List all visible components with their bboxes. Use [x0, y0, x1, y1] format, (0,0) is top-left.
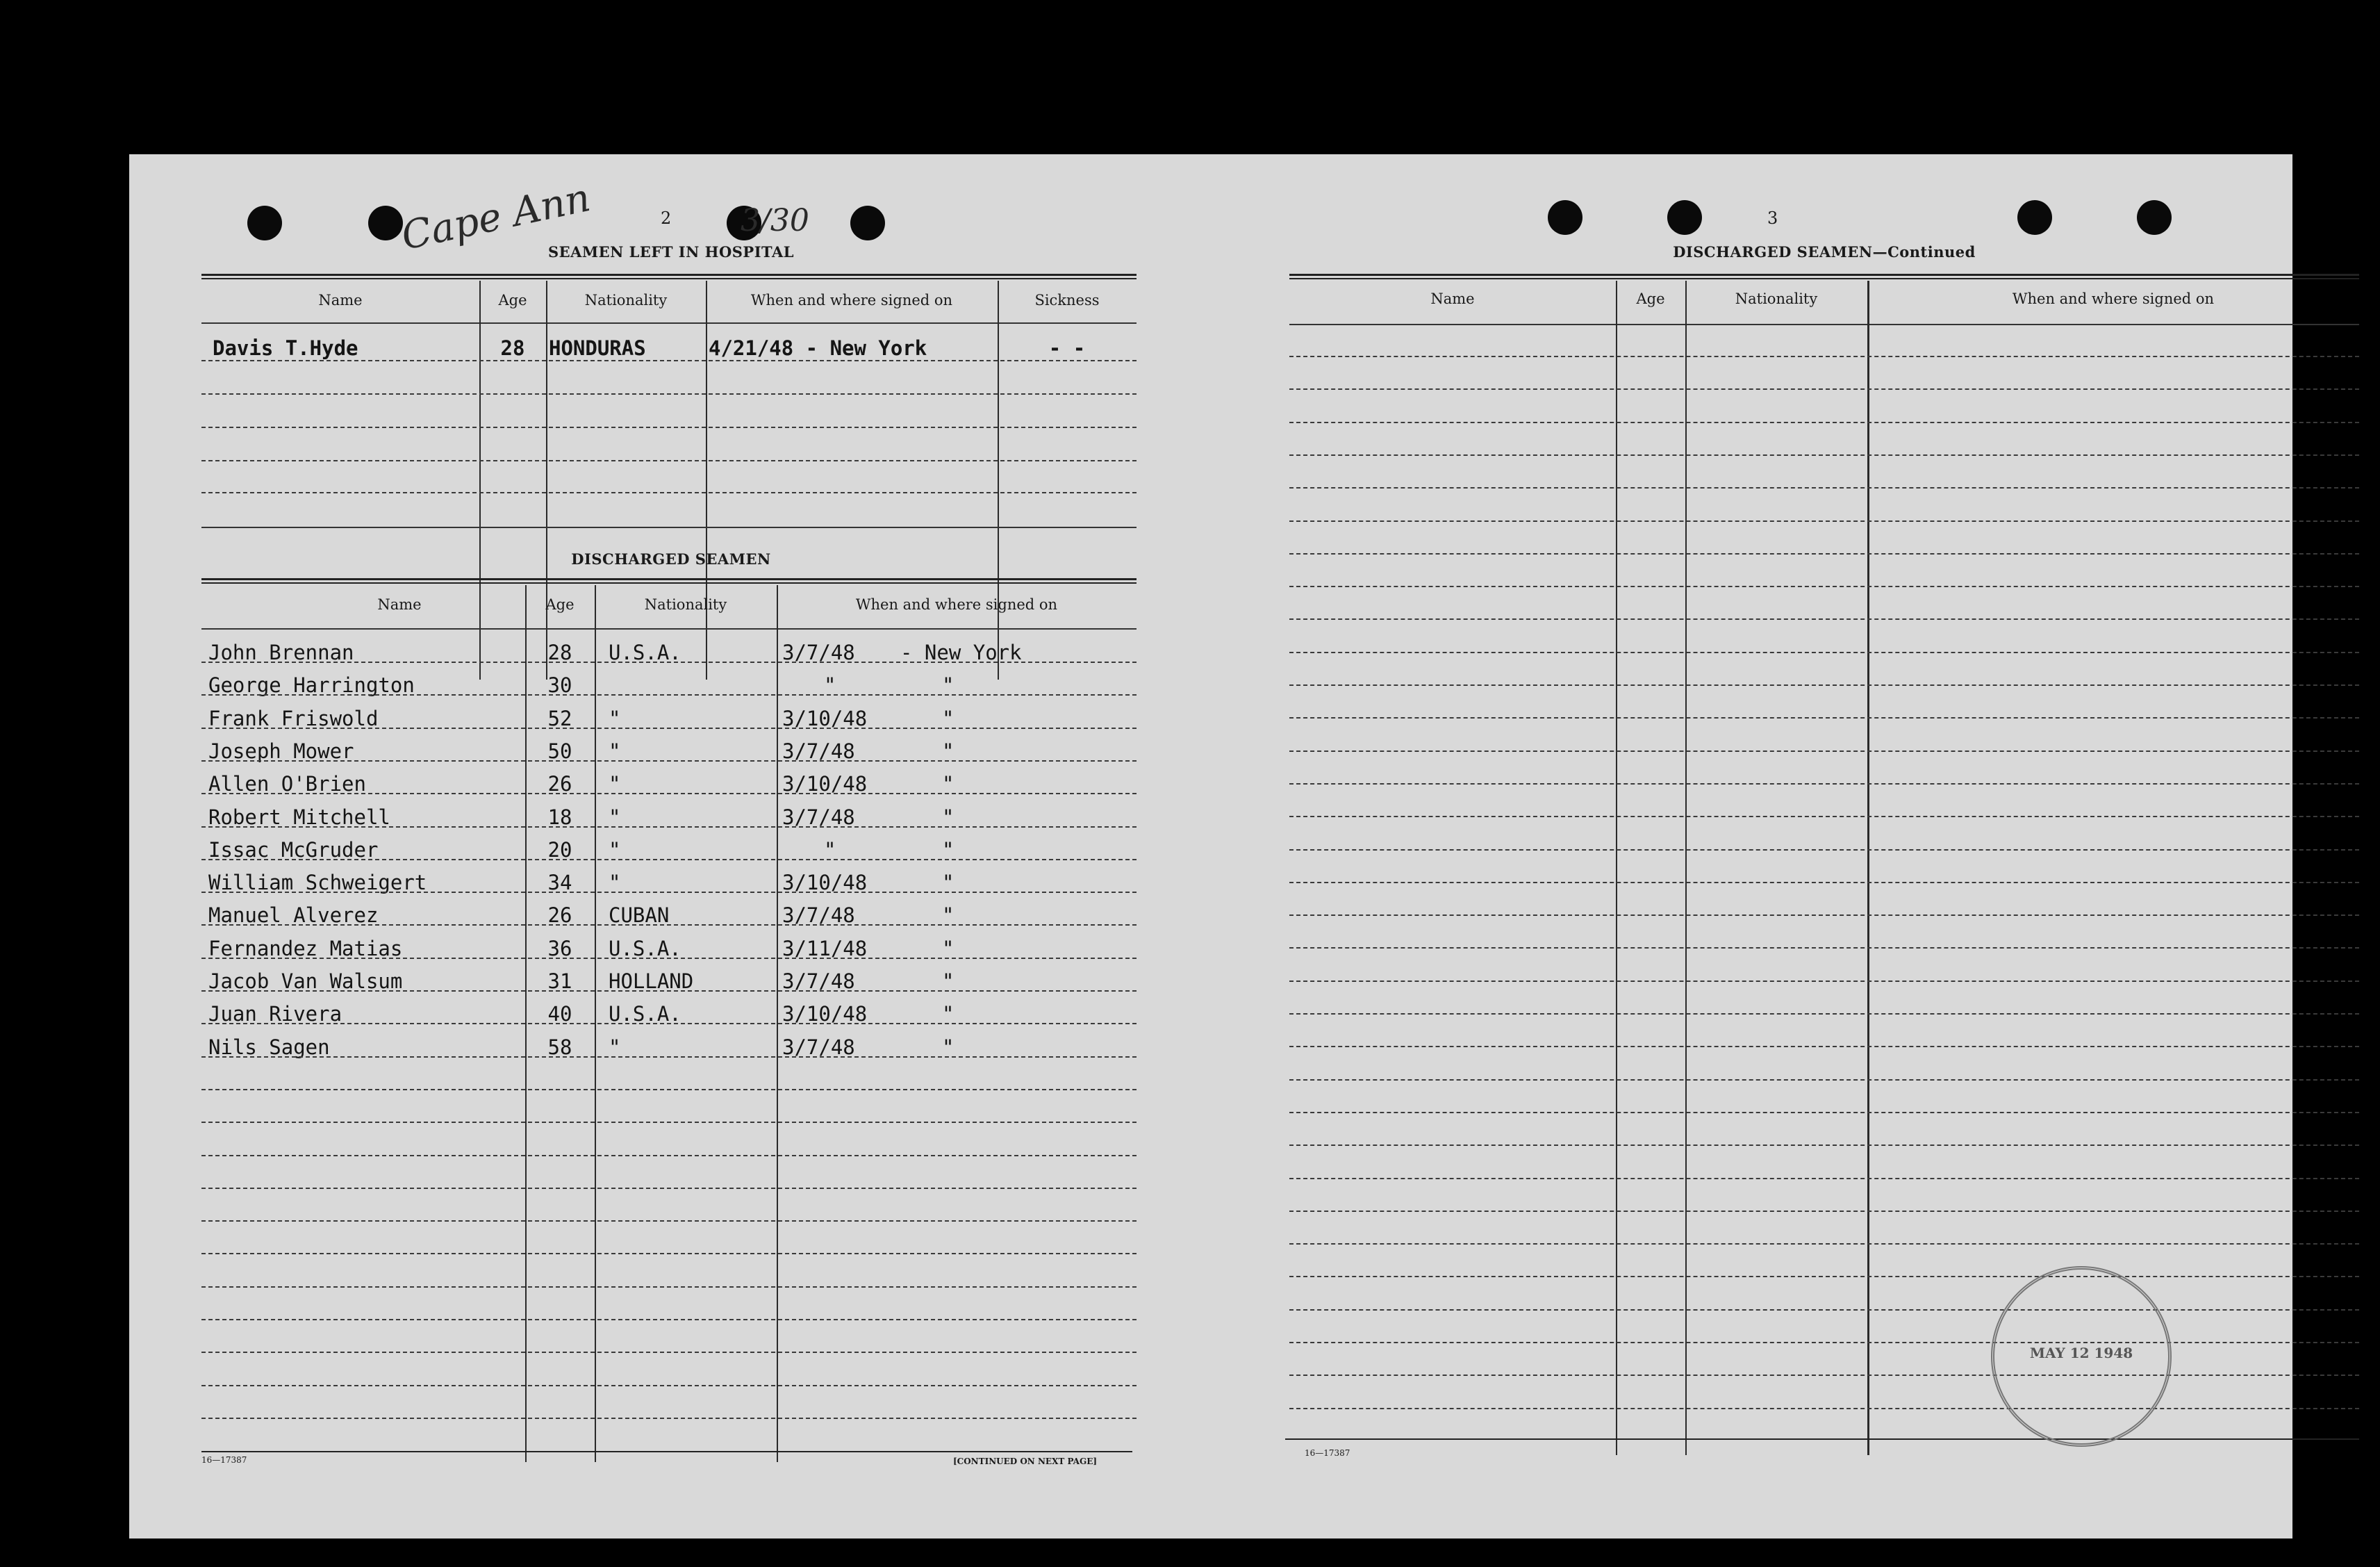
document-sheet: [129, 154, 2292, 1539]
signed-on-date: 3/7/48: [782, 805, 855, 829]
handwritten-number: 3/30: [741, 203, 809, 238]
seaman-nationality: U.S.A.: [609, 641, 681, 664]
seaman-age: 28: [547, 641, 572, 664]
seaman-nationality: CUBAN: [609, 903, 670, 927]
seaman-name: Jacob Van Walsum: [208, 969, 403, 993]
seaman-name: Issac McGruder: [208, 838, 379, 862]
signed-on-place: ": [942, 772, 955, 796]
signed-on-place: - New York: [900, 641, 1022, 664]
page-number: 2: [661, 208, 672, 228]
continued-col-signed-on: When and where signed on: [2012, 290, 2215, 307]
seaman-name: Robert Mitchell: [208, 805, 390, 829]
column-divider: [706, 281, 707, 680]
seaman-nationality: ": [609, 805, 621, 829]
row-line: [201, 1122, 1137, 1123]
row-line: [1289, 422, 2359, 423]
row-line: [1289, 882, 2359, 883]
row-line: [201, 1089, 1137, 1090]
signed-on-date: 3/11/48: [782, 937, 868, 960]
rule: [1289, 324, 2359, 325]
row-line: [201, 694, 1137, 696]
seaman-age: 26: [547, 903, 572, 927]
signed-on-date: 3/10/48: [782, 772, 868, 796]
signed-on-place: ": [942, 903, 955, 927]
punch-hole: [368, 206, 403, 240]
row-line: [1289, 1046, 2359, 1047]
seaman-nationality: HOLLAND: [609, 969, 694, 993]
row-line: [1289, 684, 2359, 686]
row-line: [1289, 487, 2359, 489]
discharged-col-age: Age: [545, 596, 575, 613]
column-divider: [546, 281, 547, 680]
row-line: [201, 1056, 1137, 1058]
row-line: [1289, 652, 2359, 653]
discharged-col-nationality: Nationality: [644, 596, 727, 613]
discharged-col-signed-on: When and where signed on: [855, 596, 1058, 613]
row-line: [201, 427, 1137, 428]
seaman-nationality: ": [609, 838, 621, 862]
row-line: [201, 793, 1137, 794]
seaman-age: 31: [547, 969, 572, 993]
handwritten-note: Cape Ann: [397, 175, 595, 259]
hospital-signed-on: 4/21/48 - New York: [709, 336, 927, 360]
signed-on-date: 3/10/48: [782, 871, 868, 894]
hospital-age: 28: [500, 336, 525, 360]
signed-on-place: ": [942, 937, 955, 960]
hospital-col-sickness: Sickness: [1034, 292, 1100, 309]
continued-col-age: Age: [1636, 290, 1665, 307]
seaman-nationality: U.S.A.: [609, 1002, 681, 1026]
stamp-date: MAY 12 1948: [2029, 1345, 2133, 1361]
row-line: [201, 1220, 1137, 1222]
row-line: [201, 924, 1137, 926]
row-line: [1289, 1013, 2359, 1015]
row-line: [201, 859, 1137, 860]
row-line: [1289, 1112, 2359, 1113]
page-number: 3: [1767, 208, 1778, 228]
signed-on-date: ": [824, 838, 836, 862]
row-line: [1289, 1079, 2359, 1081]
signed-on-place: ": [942, 838, 955, 862]
seaman-name: Nils Sagen: [208, 1035, 330, 1059]
row-line: [201, 760, 1137, 762]
seaman-age: 30: [547, 673, 572, 697]
row-line: [1289, 914, 2359, 916]
row-line: [1289, 1309, 2359, 1311]
seaman-age: 18: [547, 805, 572, 829]
seaman-age: 40: [547, 1002, 572, 1026]
row-line: [201, 1155, 1137, 1156]
continued-note: [CONTINUED ON NEXT PAGE]: [953, 1457, 1098, 1466]
rule: [1285, 1438, 2359, 1440]
row-line: [1289, 1145, 2359, 1146]
seaman-nationality: ": [609, 772, 621, 796]
row-line: [1289, 947, 2359, 949]
row-line: [201, 360, 1137, 361]
row-line: [201, 1352, 1137, 1353]
hospital-col-age: Age: [498, 292, 527, 309]
row-line: [1289, 1211, 2359, 1212]
signed-on-place: ": [942, 1002, 955, 1026]
seaman-name: George Harrington: [208, 673, 415, 697]
rule: [1289, 274, 2359, 276]
row-line: [1289, 1375, 2359, 1376]
row-line: [201, 527, 1137, 528]
seaman-nationality: ": [609, 707, 621, 730]
row-line: [1289, 520, 2359, 522]
rule: [201, 578, 1137, 580]
hospital-nationality: HONDURAS: [549, 336, 646, 360]
row-line: [1289, 816, 2359, 817]
punch-hole: [1667, 200, 1702, 235]
signed-on-date: 3/10/48: [782, 707, 868, 730]
row-line: [1289, 1243, 2359, 1245]
row-line: [1289, 717, 2359, 719]
punch-hole: [2137, 200, 2172, 235]
hospital-col-nationality: Nationality: [584, 292, 668, 309]
row-line: [1289, 783, 2359, 785]
row-line: [1289, 454, 2359, 456]
discharged-section-title: DISCHARGED SEAMEN: [571, 550, 771, 568]
column-divider: [1616, 281, 1617, 1455]
received-stamp: [1991, 1266, 2172, 1447]
rule: [201, 322, 1137, 324]
seaman-nationality: ": [609, 1035, 621, 1059]
seaman-nationality: ": [609, 739, 621, 763]
row-line: [201, 1418, 1137, 1419]
hospital-col-name: Name: [318, 292, 363, 309]
seaman-age: 26: [547, 772, 572, 796]
signed-on-date: ": [824, 673, 836, 697]
signed-on-place: ": [942, 707, 955, 730]
continued-col-nationality: Nationality: [1735, 290, 1818, 307]
row-line: [1289, 981, 2359, 982]
row-line: [201, 990, 1137, 992]
row-line: [1289, 388, 2359, 390]
row-line: [201, 460, 1137, 461]
row-line: [1289, 1276, 2359, 1277]
row-line: [201, 1023, 1137, 1024]
signed-on-date: 3/7/48: [782, 739, 855, 763]
rule: [1289, 278, 2359, 279]
rule: [201, 628, 1137, 630]
signed-on-place: ": [942, 969, 955, 993]
signed-on-date: 3/7/48: [782, 1035, 855, 1059]
continued-col-name: Name: [1430, 290, 1475, 307]
seaman-age: 36: [547, 937, 572, 960]
signed-on-place: ": [942, 871, 955, 894]
row-line: [201, 1286, 1137, 1288]
signed-on-place: ": [942, 673, 955, 697]
seaman-name: John Brennan: [208, 641, 354, 664]
seaman-name: Allen O'Brien: [208, 772, 366, 796]
seaman-name: Joseph Mower: [208, 739, 354, 763]
punch-hole: [1548, 200, 1582, 235]
form-number: 16—17387: [201, 1455, 247, 1465]
signed-on-place: ": [942, 739, 955, 763]
rule: [201, 278, 1137, 279]
signed-on-place: ": [942, 1035, 955, 1059]
hospital-sickness: - -: [1048, 336, 1086, 360]
form-number: 16—17387: [1305, 1448, 1350, 1458]
seaman-name: William Schweigert: [208, 871, 427, 894]
seaman-age: 20: [547, 838, 572, 862]
punch-hole: [2017, 200, 2052, 235]
rule: [201, 274, 1137, 276]
signed-on-place: ": [942, 805, 955, 829]
seaman-name: Manuel Alverez: [208, 903, 379, 927]
signed-on-date: 3/7/48: [782, 903, 855, 927]
row-line: [1289, 750, 2359, 752]
hospital-section-title: SEAMEN LEFT IN HOSPITAL: [547, 243, 795, 261]
seaman-age: 34: [547, 871, 572, 894]
row-line: [1289, 849, 2359, 851]
seaman-name: Frank Friswold: [208, 707, 379, 730]
rule: [201, 1451, 1132, 1452]
hospital-col-signed-on: When and where signed on: [750, 292, 953, 309]
row-line: [201, 1253, 1137, 1254]
row-line: [201, 1385, 1137, 1386]
row-line: [1289, 1408, 2359, 1409]
row-line: [201, 826, 1137, 828]
seaman-nationality: U.S.A.: [609, 937, 681, 960]
seaman-age: 52: [547, 707, 572, 730]
column-divider: [1685, 281, 1687, 1455]
punch-hole: [850, 206, 885, 240]
rule: [201, 582, 1137, 584]
seaman-name: Fernandez Matias: [208, 937, 403, 960]
row-line: [201, 958, 1137, 959]
discharged-col-name: Name: [377, 596, 422, 613]
signed-on-date: 3/7/48: [782, 641, 855, 664]
row-line: [201, 662, 1137, 663]
row-line: [1289, 1342, 2359, 1343]
seaman-nationality: ": [609, 871, 621, 894]
signed-on-date: 3/7/48: [782, 969, 855, 993]
row-line: [201, 892, 1137, 893]
row-line: [1289, 553, 2359, 555]
row-line: [1289, 586, 2359, 587]
row-line: [1289, 356, 2359, 357]
row-line: [201, 393, 1137, 395]
hospital-name: Davis T.Hyde: [213, 336, 358, 360]
seaman-age: 58: [547, 1035, 572, 1059]
row-line: [201, 728, 1137, 729]
row-line: [201, 1319, 1137, 1320]
punch-hole: [247, 206, 282, 240]
row-line: [1289, 618, 2359, 620]
seaman-name: Juan Rivera: [208, 1002, 342, 1026]
seaman-age: 50: [547, 739, 572, 763]
row-line: [1289, 1178, 2359, 1179]
discharged-continued-title: DISCHARGED SEAMEN—Continued: [1673, 243, 1976, 261]
row-line: [201, 492, 1137, 493]
signed-on-date: 3/10/48: [782, 1002, 868, 1026]
column-divider: [1867, 281, 1869, 1455]
row-line: [201, 1188, 1137, 1189]
